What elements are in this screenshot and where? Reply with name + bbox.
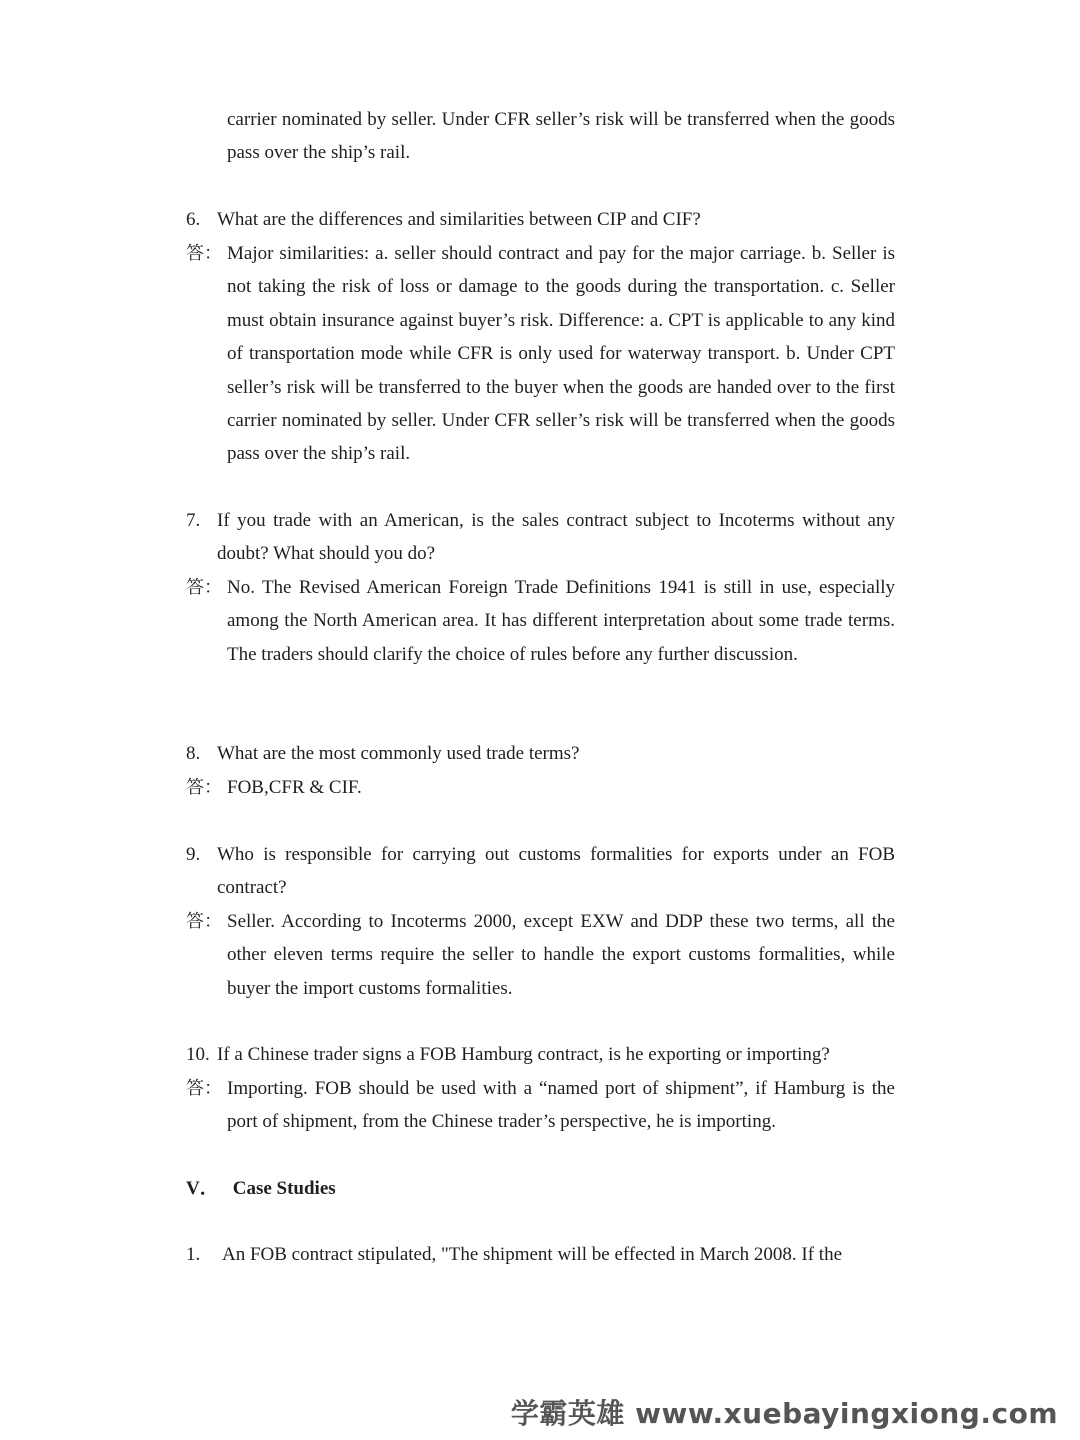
answer-text: No. The Revised American Foreign Trade Definitions 1941 is still in use, especially among the North American area. It has different interpretation about some trade terms. The traders should clarify the choice of rules before any further discussion. [227,577,895,665]
section-title: Case Studies [232,1178,336,1199]
answer-text: Importing. FOB should be used with a “named port of shipment”, if Hamburg is the port of shipment, from the Chinese trader’s perspective, he is importing. [227,1078,895,1133]
answer-9 [186,905,895,1005]
answer-text: Seller. According to Incoterms 2000, except EXW and DDP these two terms, all the other eleven terms require the seller to handle the export customs formalities, while buyer the import customs formalities. [227,911,895,999]
question-number: 8. [186,743,201,764]
case-number: 1. [186,1244,201,1265]
answer-text: Major similarities: a. seller should contract and pay for the major carriage. b. Seller is not taking the risk of loss or damage to the goods during the transportation. c. Seller must obtain insurance against buyer’s risk. Difference: a. CPT is applicable to any kind of transportation mode while CFR is only used for waterway transport. b. Under CPT seller’s risk will be transferred to the buyer when the goods are handed over to the first carrier nominated by seller. Under CFR seller’s risk will be transferred when the goods pass over the ship’s rail. [227,243,895,465]
question-number: 10. [186,1044,210,1065]
answer-mark: 答： [186,777,222,798]
answer-mark: 答： [186,243,222,264]
question-text: What are the most commonly used trade terms? [217,743,580,764]
section-number: V． [186,1178,219,1199]
question-text: If a Chinese trader signs a FOB Hamburg contract, is he exporting or importing? [217,1044,830,1065]
answer-mark: 答： [186,1078,222,1099]
question-text: What are the differences and similarities between CIP and CIF? [217,209,701,230]
question-10 [186,1038,895,1071]
answer-6 [186,237,895,471]
answer-mark: 答： [186,577,222,598]
question-6 [186,203,895,236]
answer-7 [186,571,895,671]
answer-10 [186,1072,895,1139]
watermark: 学霸英雄 www.xuebayingxiong.com [510,1397,1058,1430]
question-8 [186,737,895,770]
question-text: If you trade with an American, is the sales contract subject to Incoterms without any doubt? What should you do? [217,510,895,565]
answer-text: FOB,CFR & CIF. [227,777,362,798]
case-study-1 [186,1238,895,1271]
case-text: An FOB contract stipulated, "The shipment will be effected in March 2008. If the [222,1244,842,1265]
continuation-paragraph: carrier nominated by seller. Under CFR seller’s risk will be transferred when the goods pass over the ship’s rail. [227,109,895,164]
section-heading [186,1172,336,1205]
question-9 [186,838,895,905]
question-text: Who is responsible for carrying out customs formalities for exports under an FOB contract? [217,844,895,899]
question-number: 9. [186,844,201,865]
question-number: 6. [186,209,201,230]
question-7 [186,504,895,571]
question-number: 7. [186,510,201,531]
answer-8 [186,771,895,804]
answer-mark: 答： [186,911,222,932]
